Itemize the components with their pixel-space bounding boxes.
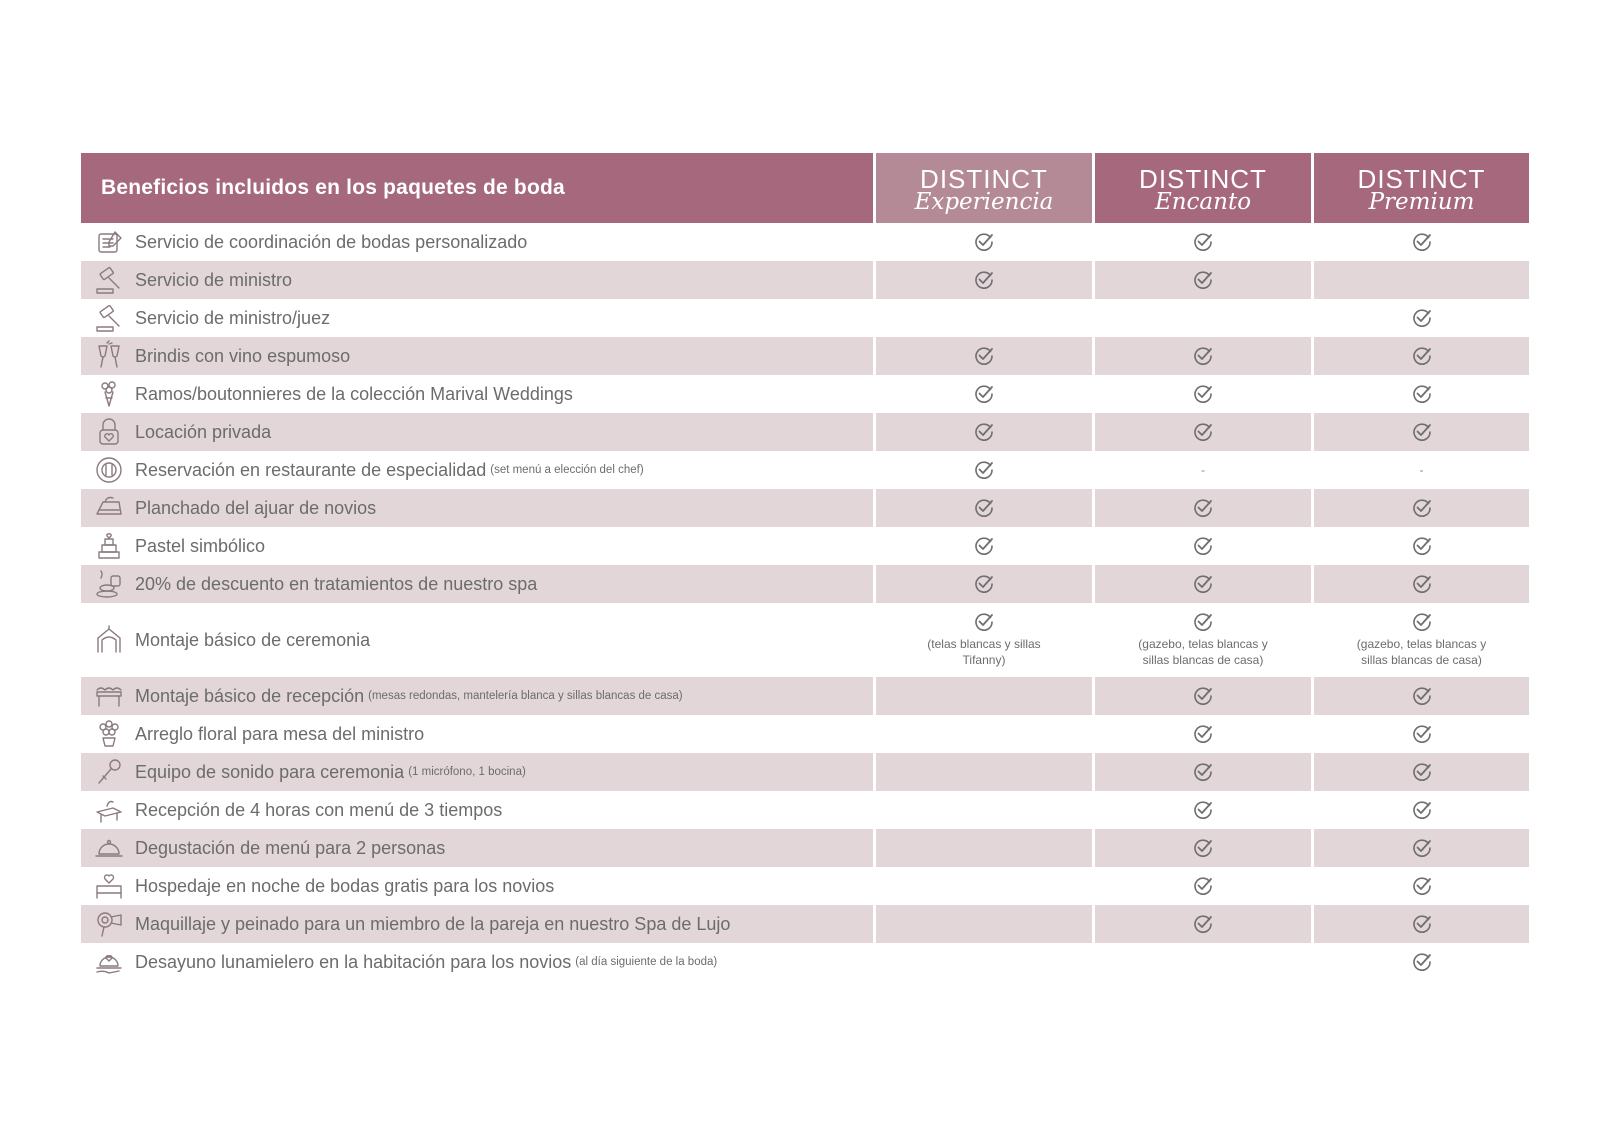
benefit-cell bbox=[81, 375, 873, 413]
benefit-label: Maquillaje y peinado para un miembro de la pareja en nuestro Spa de Lujo bbox=[135, 913, 731, 934]
benefit-cell bbox=[81, 943, 873, 981]
bed-heart-icon bbox=[93, 870, 125, 902]
package-value-cell bbox=[1095, 753, 1311, 791]
package-value-cell bbox=[1095, 603, 1311, 677]
benefit-label: Brindis con vino espumoso bbox=[135, 345, 351, 366]
package-value-cell bbox=[1095, 715, 1311, 753]
benefit-label: Montaje básico de ceremonia bbox=[135, 629, 371, 650]
package-name: Encanto bbox=[1154, 189, 1252, 215]
check-icon bbox=[1412, 876, 1432, 896]
package-value-cell bbox=[876, 527, 1092, 565]
benefit-label: Locación privada bbox=[135, 421, 272, 442]
check-icon bbox=[974, 346, 994, 366]
check-icon bbox=[1193, 612, 1213, 632]
check-icon bbox=[1193, 232, 1213, 252]
benefit-cell bbox=[81, 829, 873, 867]
benefit-cell bbox=[81, 905, 873, 943]
package-value-cell bbox=[876, 867, 1092, 905]
package-header-encanto bbox=[1095, 153, 1311, 223]
package-value-cell bbox=[1314, 451, 1529, 489]
benefit-label: Servicio de coordinación de bodas personalizado bbox=[135, 231, 528, 252]
benefits-table bbox=[81, 153, 1526, 981]
package-value-cell bbox=[876, 299, 1092, 337]
dash-mark: - bbox=[1201, 463, 1205, 477]
benefit-cell bbox=[81, 527, 873, 565]
check-icon bbox=[974, 612, 994, 632]
package-value-cell bbox=[876, 375, 1092, 413]
package-value-cell bbox=[876, 905, 1092, 943]
benefit-label: Arreglo floral para mesa del ministro bbox=[135, 723, 425, 744]
benefit-cell bbox=[81, 413, 873, 451]
package-value-cell bbox=[876, 337, 1092, 375]
check-icon bbox=[1412, 952, 1432, 972]
check-icon bbox=[1412, 346, 1432, 366]
package-value-cell bbox=[876, 791, 1092, 829]
benefit-label: Desayuno lunamielero en la habitación para los novios bbox=[135, 951, 572, 972]
benefit-label: Ramos/boutonnieres de la colección Marival Weddings bbox=[135, 383, 573, 404]
package-value-cell bbox=[1095, 565, 1311, 603]
check-icon bbox=[1412, 800, 1432, 820]
cake-icon bbox=[93, 530, 125, 562]
ceremony-arch-icon bbox=[93, 624, 125, 656]
hairdryer-icon bbox=[93, 908, 125, 940]
package-value-cell bbox=[1095, 451, 1311, 489]
check-icon bbox=[1193, 346, 1213, 366]
package-value-cell bbox=[1314, 829, 1529, 867]
package-value-cell bbox=[1095, 413, 1311, 451]
check-icon bbox=[1412, 384, 1432, 404]
benefit-cell bbox=[81, 565, 873, 603]
package-value-cell bbox=[1095, 905, 1311, 943]
check-icon bbox=[1193, 270, 1213, 290]
package-value-cell bbox=[876, 753, 1092, 791]
benefit-cell bbox=[81, 223, 873, 261]
planner-icon bbox=[93, 226, 125, 258]
package-value-cell bbox=[876, 451, 1092, 489]
package-value-cell bbox=[1314, 223, 1529, 261]
dinner-table-icon bbox=[93, 794, 125, 826]
package-value-cell bbox=[1095, 791, 1311, 829]
package-value-cell bbox=[876, 603, 1092, 677]
check-icon bbox=[1412, 914, 1432, 934]
champagne-toast-icon bbox=[93, 340, 125, 372]
cell-note: (telas blancas y sillas Tifanny) bbox=[927, 637, 1041, 667]
package-value-cell bbox=[876, 943, 1092, 981]
spa-stones-icon bbox=[93, 568, 125, 600]
check-icon bbox=[1412, 422, 1432, 442]
room-service-icon bbox=[93, 946, 125, 978]
package-value-cell bbox=[1095, 489, 1311, 527]
package-value-cell bbox=[1314, 867, 1529, 905]
package-value-cell bbox=[876, 261, 1092, 299]
banquet-table-icon bbox=[93, 680, 125, 712]
benefit-cell bbox=[81, 791, 873, 829]
benefit-label: Hospedaje en noche de bodas gratis para los novios bbox=[135, 875, 555, 896]
package-header-premium bbox=[1314, 153, 1529, 223]
package-value-cell bbox=[1095, 375, 1311, 413]
check-icon bbox=[974, 270, 994, 290]
iron-icon bbox=[93, 492, 125, 524]
check-icon bbox=[1193, 536, 1213, 556]
check-icon bbox=[974, 460, 994, 480]
package-brand: DISTINCT bbox=[1139, 164, 1267, 194]
package-value-cell bbox=[1314, 715, 1529, 753]
benefit-label: Montaje básico de recepción bbox=[135, 685, 365, 706]
package-value-cell bbox=[1095, 867, 1311, 905]
check-icon bbox=[1412, 308, 1432, 328]
check-icon bbox=[1412, 498, 1432, 518]
package-value-cell bbox=[1314, 565, 1529, 603]
check-icon bbox=[1412, 724, 1432, 744]
package-value-cell bbox=[1095, 299, 1311, 337]
package-value-cell bbox=[876, 677, 1092, 715]
check-icon bbox=[974, 574, 994, 594]
package-value-cell bbox=[1314, 375, 1529, 413]
check-icon bbox=[1193, 838, 1213, 858]
padlock-heart-icon bbox=[93, 416, 125, 448]
package-value-cell bbox=[1095, 677, 1311, 715]
check-icon bbox=[1193, 800, 1213, 820]
flower-arrangement-icon bbox=[93, 718, 125, 750]
benefit-cell bbox=[81, 489, 873, 527]
package-value-cell bbox=[876, 223, 1092, 261]
benefit-note: (al día siguiente de la boda) bbox=[575, 956, 718, 968]
benefit-note: (mesas redondas, mantelería blanca y sillas blancas de casa) bbox=[368, 690, 683, 702]
package-value-cell bbox=[1095, 261, 1311, 299]
bouquet-icon bbox=[93, 378, 125, 410]
package-value-cell bbox=[876, 489, 1092, 527]
benefit-label: Degustación de menú para 2 personas bbox=[135, 837, 446, 858]
benefit-label: Pastel simbólico bbox=[135, 535, 266, 556]
check-icon bbox=[1412, 232, 1432, 252]
package-value-cell bbox=[1095, 943, 1311, 981]
check-icon bbox=[974, 536, 994, 556]
package-value-cell bbox=[876, 715, 1092, 753]
benefit-cell bbox=[81, 715, 873, 753]
benefit-label: Equipo de sonido para ceremonia bbox=[135, 761, 405, 782]
check-icon bbox=[1412, 762, 1432, 782]
benefit-label: Servicio de ministro bbox=[135, 269, 293, 290]
package-value-cell bbox=[1314, 753, 1529, 791]
check-icon bbox=[1412, 686, 1432, 706]
package-value-cell bbox=[1314, 905, 1529, 943]
benefit-label: Planchado del ajuar de novios bbox=[135, 497, 377, 518]
check-icon bbox=[974, 498, 994, 518]
check-icon bbox=[1412, 574, 1432, 594]
cell-note: (gazebo, telas blancas y sillas blancas de casa) bbox=[1356, 637, 1487, 667]
package-value-cell bbox=[876, 413, 1092, 451]
check-icon bbox=[1193, 384, 1213, 404]
benefit-label: 20% de descuento en tratamientos de nuestro spa bbox=[135, 573, 538, 594]
package-brand: DISTINCT bbox=[1357, 164, 1486, 194]
package-value-cell bbox=[1314, 337, 1529, 375]
dash-mark: - bbox=[1419, 463, 1424, 477]
package-brand: DISTINCT bbox=[920, 164, 1048, 194]
package-value-cell bbox=[1314, 943, 1529, 981]
package-value-cell bbox=[1314, 299, 1529, 337]
package-name: Experiencia bbox=[914, 189, 1054, 215]
gavel-icon bbox=[93, 302, 125, 334]
benefit-cell bbox=[81, 677, 873, 715]
benefit-note: (set menú a elección del chef) bbox=[490, 464, 644, 476]
plate-cutlery-icon bbox=[93, 454, 125, 486]
package-value-cell bbox=[876, 829, 1092, 867]
check-icon bbox=[1193, 574, 1213, 594]
benefit-note: (1 micrófono, 1 bocina) bbox=[408, 766, 526, 778]
cell-note: (gazebo, telas blancas y sillas blancas de casa) bbox=[1138, 637, 1268, 667]
check-icon bbox=[1193, 914, 1213, 934]
benefit-cell bbox=[81, 337, 873, 375]
benefit-cell bbox=[81, 753, 873, 791]
package-value-cell bbox=[1095, 527, 1311, 565]
microphone-icon bbox=[93, 756, 125, 788]
benefit-cell bbox=[81, 451, 873, 489]
check-icon bbox=[1193, 724, 1213, 744]
package-header-experiencia bbox=[876, 153, 1092, 223]
benefit-cell bbox=[81, 603, 873, 677]
package-value-cell bbox=[1314, 527, 1529, 565]
benefit-cell bbox=[81, 261, 873, 299]
package-value-cell bbox=[1314, 603, 1529, 677]
cloche-icon bbox=[93, 832, 125, 864]
package-value-cell bbox=[1095, 223, 1311, 261]
check-icon bbox=[974, 422, 994, 442]
check-icon bbox=[1193, 422, 1213, 442]
package-name: Premium bbox=[1368, 189, 1475, 215]
table-title: Beneficios incluidos en los paquetes de boda bbox=[101, 176, 565, 199]
package-value-cell bbox=[1314, 413, 1529, 451]
check-icon bbox=[974, 232, 994, 252]
package-value-cell bbox=[1314, 261, 1529, 299]
check-icon bbox=[1412, 612, 1432, 632]
package-value-cell bbox=[876, 565, 1092, 603]
benefit-label: Recepción de 4 horas con menú de 3 tiempos bbox=[135, 799, 503, 820]
check-icon bbox=[974, 384, 994, 404]
check-icon bbox=[1412, 838, 1432, 858]
package-value-cell bbox=[1314, 791, 1529, 829]
check-icon bbox=[1193, 686, 1213, 706]
package-value-cell bbox=[1314, 677, 1529, 715]
package-value-cell bbox=[1095, 829, 1311, 867]
check-icon bbox=[1412, 536, 1432, 556]
check-icon bbox=[1193, 876, 1213, 896]
check-icon bbox=[1193, 498, 1213, 518]
benefit-cell bbox=[81, 867, 873, 905]
gavel-icon bbox=[93, 264, 125, 296]
benefit-label: Servicio de ministro/juez bbox=[135, 307, 331, 328]
benefit-label: Reservación en restaurante de especialidad bbox=[135, 459, 487, 480]
package-value-cell bbox=[1095, 337, 1311, 375]
check-icon bbox=[1193, 762, 1213, 782]
package-value-cell bbox=[1314, 489, 1529, 527]
benefit-cell bbox=[81, 299, 873, 337]
table-title-cell bbox=[81, 153, 873, 223]
